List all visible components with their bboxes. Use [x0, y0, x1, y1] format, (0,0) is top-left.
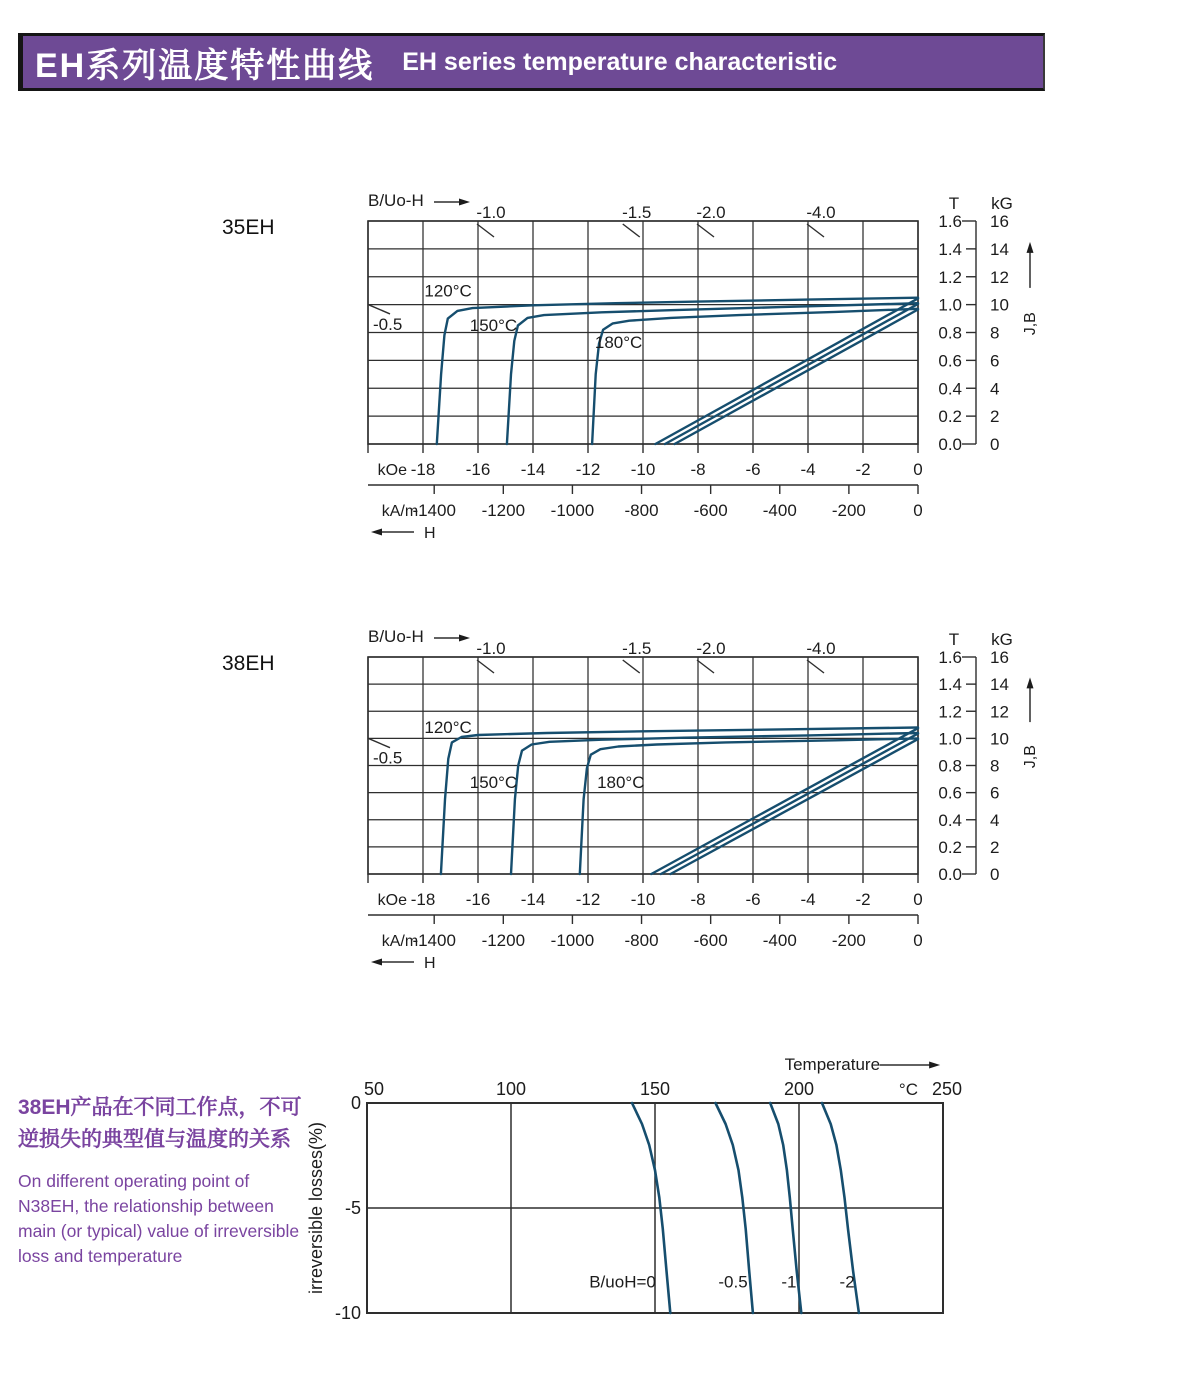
y-tick-t: 1.4: [938, 675, 962, 695]
y-tick-kg: 16: [990, 648, 1009, 667]
demagnetization-chart-35eh: [340, 188, 1085, 553]
y-tick-label: -5: [344, 1198, 361, 1218]
y-tick-t: 1.2: [938, 702, 962, 722]
jb-axis-label-text: J,B: [1022, 312, 1039, 336]
y-tick-kg: 16: [990, 212, 1009, 231]
x-axis-top: [364, 1055, 962, 1099]
x-tick-label: -1000: [550, 501, 595, 520]
side-note-en-line1: On different operating point of: [18, 1171, 250, 1191]
curve-150C-B: [661, 734, 918, 874]
y-tick-kg: 10: [990, 295, 1009, 315]
y-tick-t: 0.8: [938, 323, 962, 343]
load-line-tick: [623, 660, 640, 673]
b-uoh-label: B/Uo-H: [368, 627, 424, 646]
y-tick-t: 1.6: [938, 648, 962, 667]
load-line-tick: [369, 305, 390, 314]
x-tick-label: -6: [745, 890, 761, 909]
x-tick-label: -8: [690, 460, 706, 479]
y-axis-right: [938, 630, 1039, 884]
curve-120C-B: [651, 728, 918, 874]
plot-top-labels: [368, 627, 836, 768]
y-tick-kg: 12: [990, 702, 1009, 722]
load-line-label: -1.0: [476, 639, 506, 658]
y-tick-t: 1.0: [938, 729, 962, 749]
load-line-label: -2.0: [696, 203, 726, 222]
x-tick-label: 150: [639, 1079, 671, 1099]
y-tick-kg: 14: [990, 239, 1009, 259]
y-tick-kg: 4: [990, 810, 1000, 830]
side-note-en-line3: main (or typical) value of irreversible: [18, 1220, 300, 1241]
curve-temp-label: 120°C: [424, 281, 472, 301]
curve-180C-J: [580, 738, 918, 874]
y-tick-t: 1.4: [938, 239, 962, 259]
load-line-tick: [807, 224, 824, 237]
y-tick-t: 0.0: [938, 435, 962, 454]
page-header: [18, 33, 1045, 91]
y-tick-label: -10: [334, 1303, 361, 1323]
curve-150C-B: [665, 304, 918, 444]
arrow-head-icon: [1027, 242, 1034, 253]
y-tick-kg: 2: [990, 837, 1000, 857]
irreversible-loss-chart: [290, 1040, 1000, 1350]
y-tick-t: 0.6: [938, 351, 962, 371]
y-tick-kg: 6: [990, 783, 1000, 803]
page-title-zh: EH系列温度特性曲线: [35, 46, 375, 85]
load-line-label: -4.0: [806, 203, 836, 222]
curve-temp-label: 150°C: [469, 772, 518, 792]
loss-curve-label: -2: [839, 1272, 855, 1292]
x-tick-label: 0: [913, 501, 923, 520]
y-tick-kg: 10: [990, 729, 1009, 749]
curve-180C-J: [592, 309, 918, 444]
load-line-label: -1.0: [476, 203, 506, 222]
y-tick-t: 0.2: [938, 407, 962, 427]
load-line-label: -4.0: [806, 639, 836, 658]
x-tick-label: -800: [624, 931, 659, 950]
load-line-label: -1.5: [622, 203, 652, 222]
curve-temp-label: 180°C: [597, 772, 645, 792]
chart-title-35eh: 35EH: [222, 216, 275, 239]
x-tick-label: -400: [762, 501, 797, 520]
y-tick-t: 0.2: [938, 837, 962, 857]
x-tick-label: -18: [410, 890, 436, 909]
curve-temp-label: 180°C: [594, 332, 643, 352]
x-tick-label: -14: [520, 460, 546, 479]
h-arrow-label: H: [424, 955, 436, 972]
x-tick-label: 0: [913, 460, 923, 479]
load-line-tick: [623, 224, 640, 237]
load-line-tick: [807, 660, 824, 673]
curve-180C-B: [671, 739, 919, 874]
b-uoh-label: B/Uo-H: [368, 191, 424, 210]
side-note: [18, 1092, 318, 1268]
x-tick-label: -6: [745, 460, 761, 479]
x-tick-label: 0: [913, 890, 923, 909]
loss-curve-label: -0.5: [718, 1272, 748, 1292]
x-tick-label: -600: [693, 931, 728, 950]
x-unit-koe: kOe: [377, 892, 407, 909]
x-tick-label: 250: [931, 1079, 963, 1099]
y-tick-kg: 8: [990, 323, 1000, 343]
y-axis-title: [306, 1122, 326, 1294]
curve-temp-label: 120°C: [424, 717, 472, 737]
jb-axis-label: [1022, 312, 1039, 335]
curve-120C-B: [655, 298, 918, 444]
y-unit-kg: kG: [991, 194, 1013, 213]
x-tick-label: 200: [783, 1079, 815, 1099]
x-tick-label: -600: [693, 501, 728, 520]
arrow-head-icon: [459, 635, 470, 642]
x-tick-label: -2: [855, 460, 871, 479]
x-tick-label: -1400: [412, 501, 456, 520]
loss-curve-label: B/uoH=0: [589, 1272, 656, 1292]
x-tick-label: 50: [364, 1079, 385, 1099]
loss-curve-label: -1: [781, 1272, 797, 1292]
y-tick-t: 0.6: [938, 783, 962, 803]
x-tick-label: -12: [575, 460, 601, 479]
y-tick-t: 0.4: [938, 379, 962, 399]
arrow-head-icon: [371, 959, 382, 966]
x-tick-label: -16: [465, 890, 491, 909]
y-unit-t: T: [948, 630, 960, 649]
y-unit-t: T: [948, 194, 960, 213]
side-note-en-line2: N38EH, the relationship between: [18, 1195, 274, 1216]
y-tick-t: 0.4: [938, 810, 962, 830]
x-tick-label: 100: [495, 1079, 527, 1099]
arrow-head-icon: [929, 1062, 940, 1069]
load-line-label: -1.5: [622, 639, 652, 658]
arrow-head-icon: [1027, 677, 1034, 688]
x-tick-label: -400: [762, 931, 797, 950]
chart-title-38eh: 38EH: [222, 652, 275, 675]
x-tick-label: -1400: [412, 931, 456, 950]
y-tick-t: 1.0: [938, 295, 962, 315]
x-tick-label: -800: [624, 501, 659, 520]
curve-temp-label: 150°C: [469, 316, 518, 336]
y-tick-kg: 2: [990, 407, 1000, 427]
y-tick-kg: 6: [990, 351, 1000, 371]
y-tick-t: 0.8: [938, 756, 962, 776]
load-line-tick: [477, 224, 494, 237]
x-tick-label: -18: [410, 460, 436, 479]
y-tick-kg: 4: [990, 379, 1000, 399]
x-tick-label: -8: [690, 890, 706, 909]
x-axis-koe: [368, 444, 923, 479]
y-tick-kg: 0: [990, 865, 1000, 884]
y-axis-title-text: irreversible losses(%): [306, 1121, 326, 1295]
x-tick-label: -4: [800, 890, 816, 909]
load-line-label: -0.5: [373, 748, 403, 768]
jb-axis-label: [1022, 745, 1039, 768]
y-axis-right: [938, 194, 1039, 454]
x-tick-label: -4: [800, 460, 816, 479]
x-axis-kam: [368, 485, 923, 542]
x-tick-label: -200: [831, 931, 866, 950]
h-arrow-label: H: [424, 525, 436, 542]
x-unit-label: °C: [898, 1080, 918, 1099]
y-tick-t: 1.2: [938, 267, 962, 287]
x-unit-kam: kA/m: [381, 933, 419, 950]
page-title-en: EH series temperature characteristic: [402, 47, 838, 76]
side-note-zh-line1: 38EH产品在不同工作点，不可: [18, 1096, 302, 1119]
demagnetization-chart-38eh: [340, 622, 1085, 987]
x-tick-label: -10: [630, 890, 656, 909]
x-tick-label: -2: [855, 890, 871, 909]
load-line-label: -0.5: [373, 314, 403, 334]
x-tick-label: -12: [575, 890, 601, 909]
plot-grid: [368, 221, 918, 444]
y-tick-label: 0: [350, 1093, 361, 1113]
x-unit-koe: kOe: [377, 462, 407, 479]
x-tick-label: -1200: [481, 501, 526, 520]
load-line-tick: [369, 739, 390, 748]
load-line-tick: [697, 224, 714, 237]
y-tick-kg: 14: [990, 675, 1009, 695]
x-tick-label: -1000: [550, 931, 595, 950]
x-tick-label: -10: [630, 460, 656, 479]
x-tick-label: -1200: [481, 931, 526, 950]
x-unit-kam: kA/m: [381, 503, 419, 520]
y-tick-t: 1.6: [938, 212, 962, 231]
y-tick-kg: 8: [990, 756, 1000, 776]
load-line-tick: [697, 660, 714, 673]
curve-150C-J: [511, 733, 918, 874]
load-line-tick: [477, 660, 494, 673]
x-axis-kam: [368, 915, 923, 972]
jb-axis-label-text: J,B: [1022, 745, 1039, 769]
y-unit-kg: kG: [991, 630, 1013, 649]
x-tick-label: -16: [465, 460, 491, 479]
x-axis-koe: [368, 874, 923, 909]
curve-180C-B: [675, 310, 918, 445]
side-note-en-line4: loss and temperature: [18, 1245, 183, 1266]
side-note-zh-line2: 逆损失的典型值与温度的关系: [18, 1127, 291, 1151]
y-tick-t: 0.0: [938, 865, 962, 884]
temperature-axis-title: Temperature: [784, 1055, 881, 1074]
arrow-head-icon: [371, 529, 382, 536]
y-tick-kg: 12: [990, 267, 1009, 287]
curves: [441, 728, 918, 875]
x-tick-label: -200: [831, 501, 866, 520]
plot-grid: [368, 657, 918, 874]
load-line-label: -2.0: [696, 639, 726, 658]
x-tick-label: -14: [520, 890, 546, 909]
x-tick-label: 0: [913, 931, 923, 950]
arrow-head-icon: [459, 199, 470, 206]
y-tick-kg: 0: [990, 435, 1000, 454]
y-axis: [306, 1093, 361, 1323]
